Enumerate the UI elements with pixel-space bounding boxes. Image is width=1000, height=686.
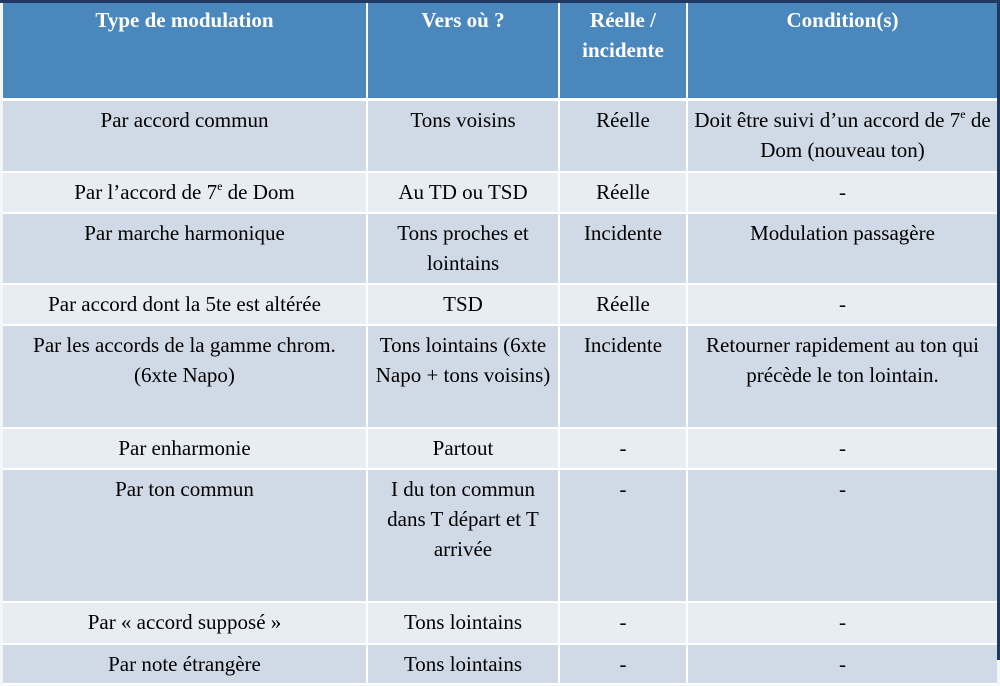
cell-reelle: - (560, 603, 688, 645)
cell-type: Par accord dont la 5te est altérée (3, 285, 368, 326)
cell-reelle: Réelle (560, 101, 688, 173)
table-row (3, 645, 997, 685)
cell-type: Par enharmonie (3, 429, 368, 470)
cell-type: Par « accord supposé » (3, 603, 368, 645)
cell-type: Par accord commun (3, 101, 368, 173)
cell-conditions: - (688, 429, 997, 470)
cell-reelle: Incidente (560, 326, 688, 429)
cell-type: Par les accords de la gamme chrom. (6xte Napo) (3, 326, 368, 429)
header-type: Type de modulation (3, 3, 368, 101)
table-row (3, 603, 997, 645)
cell-reelle: - (560, 429, 688, 470)
cell-conditions: - (688, 285, 997, 326)
table-row (3, 326, 997, 429)
table-row (3, 214, 997, 285)
cell-vers: I du ton commun dans T départ et T arrivée (368, 470, 560, 603)
cell-type: Par ton commun (3, 470, 368, 603)
cell-vers: Tons voisins (368, 101, 560, 173)
cell-reelle: Réelle (560, 285, 688, 326)
cell-reelle: Incidente (560, 214, 688, 285)
table-row (3, 429, 997, 470)
header-vers: Vers où ? (368, 3, 560, 101)
cell-type: Par marche harmonique (3, 214, 368, 285)
cell-vers: TSD (368, 285, 560, 326)
header-conditions: Condition(s) (688, 3, 997, 101)
header-reelle: Réelle / incidente (560, 3, 688, 101)
cell-type: Par note étrangère (3, 645, 368, 685)
cell-conditions: - (688, 470, 997, 603)
cell-conditions: Retourner rapidement au ton qui précède le ton lointain. (688, 326, 997, 429)
cell-vers: Tons lointains (368, 645, 560, 685)
modulation-table (3, 3, 997, 685)
cell-reelle: - (560, 470, 688, 603)
cell-vers: Partout (368, 429, 560, 470)
cell-conditions: - (688, 603, 997, 645)
cell-vers: Tons lointains (6xte Napo + tons voisins) (368, 326, 560, 429)
cell-conditions: - (688, 645, 997, 685)
cell-conditions: - (688, 173, 997, 214)
table-row (3, 470, 997, 603)
table-row (3, 101, 997, 173)
cell-reelle: - (560, 645, 688, 685)
table-row (3, 173, 997, 214)
cell-conditions: Doit être suivi d’un accord de 7e de Dom (nouveau ton) (688, 101, 997, 173)
cell-reelle: Réelle (560, 173, 688, 214)
cell-vers: Tons proches et lointains (368, 214, 560, 285)
header-row (3, 3, 997, 101)
cell-conditions: Modulation passagère (688, 214, 997, 285)
cell-vers: Au TD ou TSD (368, 173, 560, 214)
cell-type: Par l’accord de 7e de Dom (3, 173, 368, 214)
table-row (3, 285, 997, 326)
cell-vers: Tons lointains (368, 603, 560, 645)
